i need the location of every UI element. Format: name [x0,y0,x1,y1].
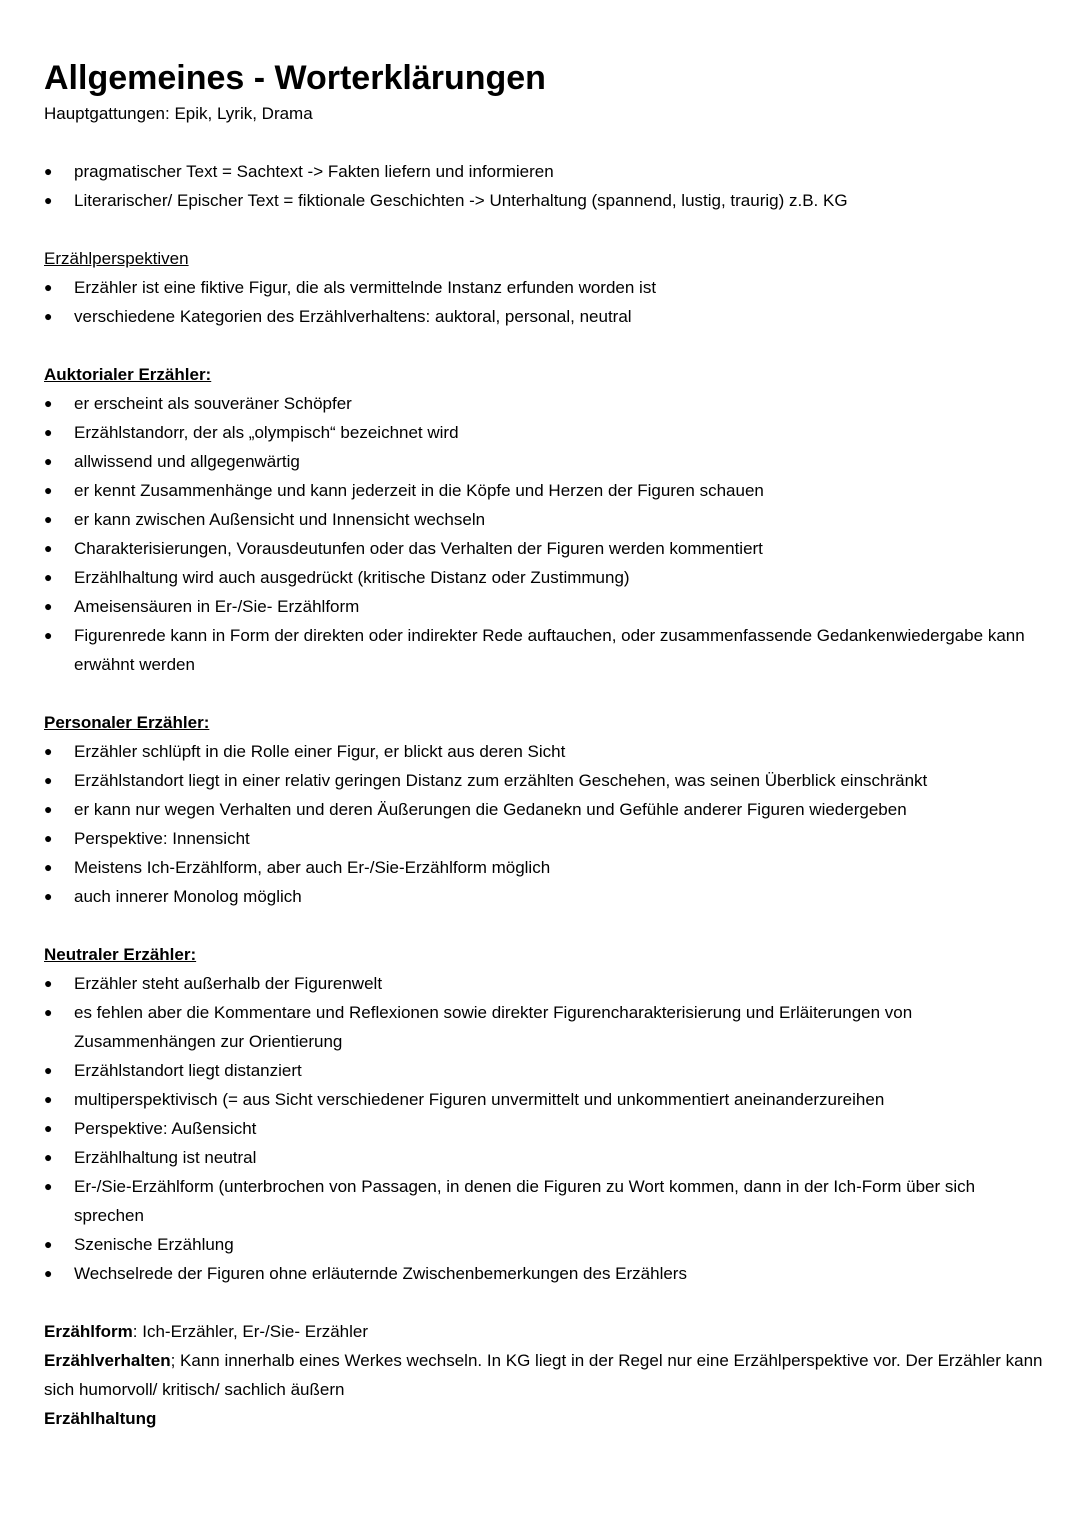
spacer [44,331,1044,360]
bullet-icon: ● [44,395,53,411]
bullet-icon: ● [44,1265,53,1281]
bullet-icon: ● [44,1178,53,1194]
list-item [44,534,1044,563]
list-item [44,1114,1044,1143]
spacer [44,128,1044,157]
list-item-text: Erzählstandort liegt in einer relativ geringen Distanz zum erzählten Geschehen, was seinen Überblick einschränkt [74,771,928,790]
section-heading-perspectives: Erzählperspektiven [44,249,189,268]
erzaehlform-label: Erzählform [44,1322,133,1341]
list-item [44,1172,1044,1230]
list-item-text: Erzähler schlüpft in die Rolle einer Figur, er blickt aus deren Sicht [74,742,566,761]
list-item-text: Erzählhaltung ist neutral [74,1148,257,1167]
bullet-icon: ● [44,975,53,991]
list-item-text: Perspektive: Außensicht [74,1119,257,1138]
bullet-icon: ● [44,888,53,904]
list-item-text: Szenische Erzählung [74,1235,234,1254]
intro-list [44,157,1044,215]
list-item-text: er erscheint als souveräner Schöpfer [74,394,352,413]
list-item [44,824,1044,853]
bullet-icon: ● [44,540,53,556]
list-item [44,302,1044,331]
spacer [44,911,1044,940]
list-item-text: Erzählstandorr, der als „olympisch“ bezeichnet wird [74,423,459,442]
erzaehlverhalten-line [44,1346,1044,1404]
list-item-text: Perspektive: Innensicht [74,829,250,848]
bullet-icon: ● [44,1091,53,1107]
list-item-text: er kann zwischen Außensicht und Innensicht wechseln [74,510,486,529]
list-item [44,592,1044,621]
bullet-icon: ● [44,1120,53,1136]
list-item [44,853,1044,882]
bullet-icon: ● [44,1004,53,1020]
list-item-text: auch innerer Monolog möglich [74,887,302,906]
erzaehlverhalten-text: ; Kann innerhalb eines Werkes wechseln. In KG liegt in der Regel nur eine Erzählperspektive vor. Der Erzähler kann sich humorvoll/ kritisch/ sachlich äußern [44,1351,1043,1399]
bullet-icon: ● [44,569,53,585]
list-item-text: Figurenrede kann in Form der direkten oder indirekter Rede auftauchen, oder zusammenfassende Gedankenwiedergabe kann erwähnt werden [74,626,1025,674]
list-item [44,998,1044,1056]
list-item-text: pragmatischer Text = Sachtext -> Fakten liefern und informieren [74,162,554,181]
erzaehlverhalten-label: Erzählverhalten [44,1351,171,1370]
list-item [44,766,1044,795]
bullet-icon: ● [44,1236,53,1252]
list-item-text: Er-/Sie-Erzählform (unterbrochen von Passagen, in denen die Figuren zu Wort kommen, dann in der Ich-Form über sich sprechen [74,1177,976,1225]
erzaehlhaltung-label: Erzählhaltung [44,1409,157,1428]
neutral-list [44,969,1044,1288]
list-item [44,969,1044,998]
list-item-text: Literarischer/ Epischer Text = fiktionale Geschichten -> Unterhaltung (spannend, lustig, traurig) z.B. KG [74,191,848,210]
bullet-icon: ● [44,772,53,788]
list-item [44,389,1044,418]
spacer [44,1288,1044,1317]
list-item [44,882,1044,911]
list-item [44,1143,1044,1172]
list-item-text: er kennt Zusammenhänge und kann jederzeit in die Köpfe und Herzen der Figuren schauen [74,481,764,500]
bullet-icon: ● [44,743,53,759]
bullet-icon: ● [44,192,53,208]
list-item [44,737,1044,766]
list-item [44,418,1044,447]
list-item [44,621,1044,679]
list-item [44,273,1044,302]
bullet-icon: ● [44,859,53,875]
page-title: Allgemeines - Worterklärungen [44,59,546,97]
list-item-text: Meistens Ich-Erzählform, aber auch Er-/Sie-Erzählform möglich [74,858,551,877]
list-item [44,1259,1044,1288]
list-item-text: verschiedene Kategorien des Erzählverhaltens: auktoral, personal, neutral [74,307,632,326]
list-item-text: Erzähler ist eine fiktive Figur, die als vermittelnde Instanz erfunden worden ist [74,278,657,297]
bullet-icon: ● [44,163,53,179]
bullet-icon: ● [44,424,53,440]
erzaehlform-text: : Ich-Erzähler, Er-/Sie- Erzähler [132,1322,369,1341]
document-page [44,56,1044,1433]
list-item [44,1056,1044,1085]
list-item-text: allwissend und allgegenwärtig [74,452,300,471]
list-item [44,795,1044,824]
bullet-icon: ● [44,1149,53,1165]
list-item-text: Erzählstandort liegt distanziert [74,1061,302,1080]
list-item-text: er kann nur wegen Verhalten und deren Äußerungen die Gedanekn und Gefühle anderer Figuren wiedergeben [74,800,907,819]
page-subtitle: Hauptgattungen: Epik, Lyrik, Drama [44,104,313,123]
list-item-text: es fehlen aber die Kommentare und Reflexionen sowie direkter Figurencharakterisierung und Erläiterungen von Zusammenhängen zur Orientierung [74,1003,913,1051]
bullet-icon: ● [44,598,53,614]
bullet-icon: ● [44,453,53,469]
list-item-text: Erzähler steht außerhalb der Figurenwelt [74,974,383,993]
erzaehlform-line [44,1317,1044,1346]
personal-list [44,737,1044,911]
bullet-icon: ● [44,627,53,643]
bullet-icon: ● [44,511,53,527]
list-item [44,447,1044,476]
list-item-text: Ameisensäuren in Er-/Sie- Erzählform [74,597,360,616]
bullet-icon: ● [44,482,53,498]
list-item [44,476,1044,505]
auktorial-list [44,389,1044,679]
bullet-icon: ● [44,801,53,817]
section-heading-personal: Personaler Erzähler: [44,713,210,732]
bullet-icon: ● [44,308,53,324]
list-item-text: Wechselrede der Figuren ohne erläuternde Zwischenbemerkungen des Erzählers [74,1264,687,1283]
list-item [44,186,1044,215]
bullet-icon: ● [44,279,53,295]
list-item-text: multiperspektivisch (= aus Sicht verschiedener Figuren unvermittelt und unkommentiert aneinanderzureihen [74,1090,885,1109]
list-item [44,563,1044,592]
list-item [44,1085,1044,1114]
bullet-icon: ● [44,1062,53,1078]
spacer [44,679,1044,708]
spacer [44,215,1044,244]
erzaehlhaltung-line [44,1404,1044,1433]
list-item [44,157,1044,186]
list-item-text: Charakterisierungen, Vorausdeutunfen oder das Verhalten der Figuren werden kommentiert [74,539,763,558]
list-item-text: Erzählhaltung wird auch ausgedrückt (kritische Distanz oder Zustimmung) [74,568,630,587]
list-item [44,1230,1044,1259]
list-item [44,505,1044,534]
section-heading-neutral: Neutraler Erzähler: [44,945,197,964]
perspectives-list [44,273,1044,331]
bullet-icon: ● [44,830,53,846]
section-heading-auktorial: Auktorialer Erzähler: [44,365,212,384]
